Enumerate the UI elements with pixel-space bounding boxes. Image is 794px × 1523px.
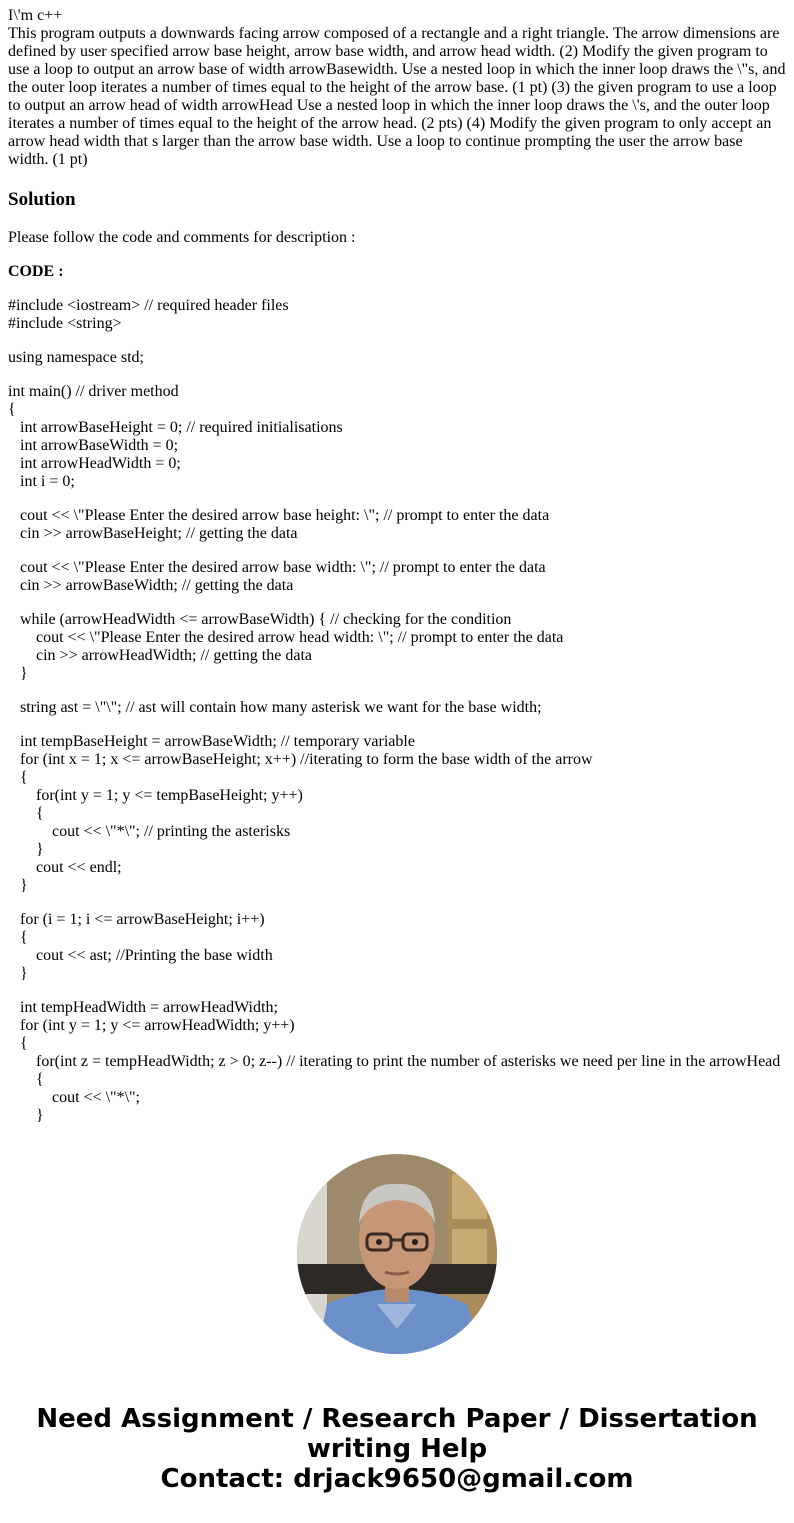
solution-intro: Please follow the code and comments for description : [8,229,356,246]
code-gap [8,333,786,349]
code-line: cin >> arrowHeadWidth; // getting the data [8,647,312,664]
code-line: } [8,877,28,894]
code-line: { [8,1035,28,1052]
code-line: cout << \"*\"; [8,1089,140,1106]
code-line: { [8,929,28,946]
promo-banner [0,1154,794,1494]
code-line: #include <iostream> // required header files [8,297,289,314]
code-gap [8,717,786,733]
person-portrait-icon [297,1154,497,1354]
code-line: for (i = 1; i <= arrowBaseHeight; i++) [8,911,265,928]
code-label: CODE : [8,263,64,280]
code-line: cout << \"*\"; // printing the asterisks [8,823,291,840]
code-line: cout << \"Please Enter the desired arrow base width: \"; // prompt to enter the data [8,559,546,576]
code-line: string ast = \"\"; // ast will contain how many asterisk we want for the base width; [8,699,542,716]
code-line: { [8,401,16,418]
code-line: cout << \"Please Enter the desired arrow base height: \"; // prompt to enter the data [8,507,550,524]
avatar [297,1154,497,1354]
code-line: using namespace std; [8,349,144,366]
code-gap [8,543,786,559]
code-line: cout << endl; [8,859,122,876]
question-section [8,7,786,169]
promo-line-1: Need Assignment / Research Paper / Dissertation [36,1404,758,1434]
code-line: cout << ast; //Printing the base width [8,947,273,964]
code-gap [8,683,786,699]
code-line: int i = 0; [8,473,75,490]
code-line: int main() // driver method [8,383,179,400]
code-line: { [8,805,44,822]
code-line: cout << \"Please Enter the desired arrow head width: \"; // prompt to enter the data [8,629,564,646]
code-line: for (int x = 1; x <= arrowBaseHeight; x++) //iterating to form the base width of the arrow [8,751,593,768]
question-title: I\'m c++ [8,7,63,24]
code-line: } [8,841,44,858]
code-line: int arrowBaseHeight = 0; // required initialisations [8,419,343,436]
code-block [8,297,786,1125]
code-line: int tempHeadWidth = arrowHeadWidth; [8,999,278,1016]
code-line: #include <string> [8,315,122,332]
code-line: { [8,1071,44,1088]
code-gap [8,895,786,911]
code-gap [8,983,786,999]
code-line: for (int y = 1; y <= arrowHeadWidth; y++) [8,1017,295,1034]
code-line: cin >> arrowBaseHeight; // getting the data [8,525,298,542]
code-line: cin >> arrowBaseWidth; // getting the data [8,577,294,594]
code-line: int tempBaseHeight = arrowBaseWidth; // temporary variable [8,733,415,750]
code-gap [8,595,786,611]
code-line: int arrowHeadWidth = 0; [8,455,181,472]
code-line: for(int z = tempHeadWidth; z > 0; z--) // iterating to print the number of asterisks we need per line in the arrowHead [8,1053,781,1070]
code-line: { [8,769,28,786]
promo-line-2: writing Help [306,1434,488,1464]
solution-heading: Solution [8,189,76,210]
code-line: for(int y = 1; y <= tempBaseHeight; y++) [8,787,303,804]
promo-contact: Contact: drjack9650@gmail.com [160,1464,634,1494]
code-line: } [8,1107,44,1124]
code-gap [8,491,786,507]
question-body: This program outputs a downwards facing arrow composed of a rectangle and a right triangle. The arrow dimensions are defined by user specified arrow base height, arrow base width, and arrow head width. (2) Modify the given program to use a loop to output an arrow base of width arrowBasewidth. Use a nested loop in which the inner loop draws the \"s, and the outer loop iterates a number of times equal to the height of the arrow base. (1 pt) (3) the given program to use a loop to output an arrow head of width arrowHead Use a nested loop in which the inner loop draws the \'s, and the outer loop iterates a number of times equal to the height of the arrow head. (2 pts) (4) Modify the given program to only accept an arrow head width that s larger than the arrow base width. Use a loop to continue prompting the user the arrow base width. (1 pt) [8,25,786,168]
code-line: } [8,665,28,682]
promo-text [0,1404,794,1494]
code-line: int arrowBaseWidth = 0; [8,437,179,454]
code-line: } [8,965,28,982]
code-line: while (arrowHeadWidth <= arrowBaseWidth) { // checking for the condition [8,611,512,628]
code-gap [8,367,786,383]
